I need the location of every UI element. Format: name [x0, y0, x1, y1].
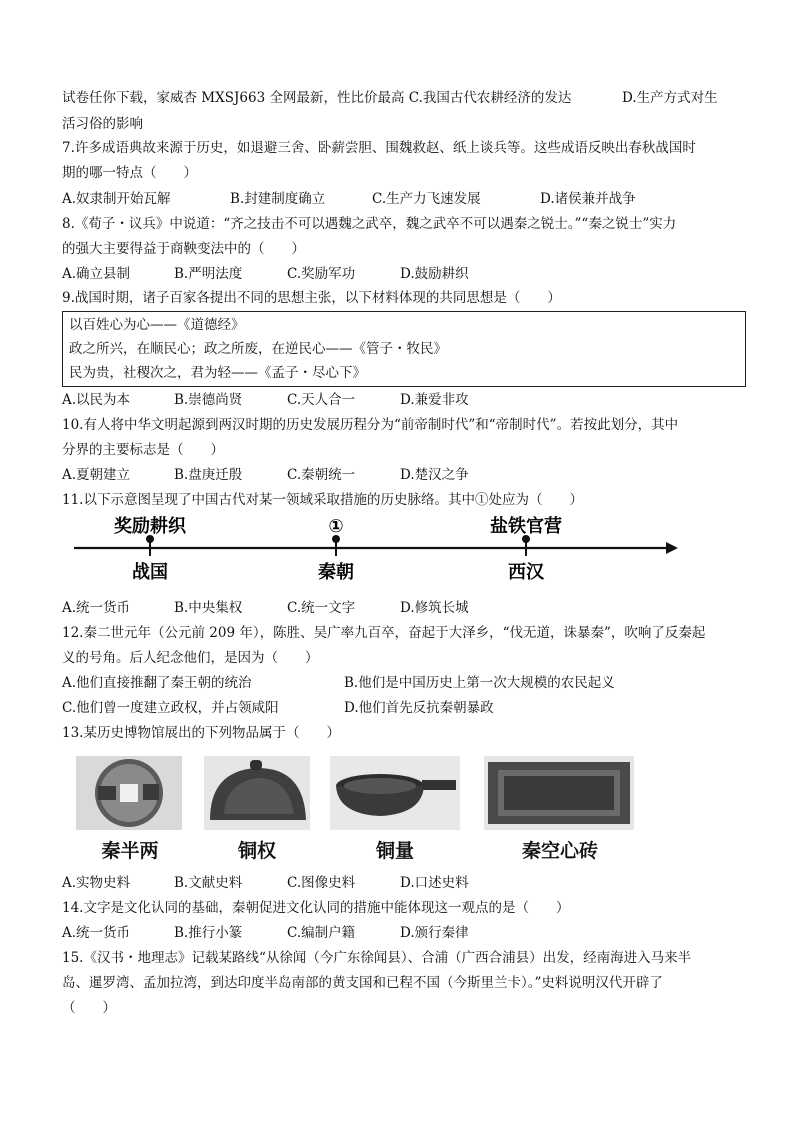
line-1-text: 试卷任你下载，家威杏 MXSJ663 全网最新，性比价最高 C.我国古代农耕经济的发达	[62, 90, 572, 106]
bronze-weight-image	[204, 756, 310, 830]
question-10-cont: 分界的主要标志是（ ）	[62, 442, 224, 458]
timeline-arrow-icon	[666, 542, 678, 554]
option-d[interactable]: D.鼓励耕织	[400, 266, 469, 282]
timeline-bottom-3: 西汉	[508, 562, 544, 583]
option-a[interactable]: A.他们直接推翻了秦王朝的统治	[62, 675, 252, 691]
option-a[interactable]: A.实物史料	[62, 875, 131, 891]
question-11: 11.以下示意图呈现了中国古代对某一领域采取措施的历史脉络。其中①处应为（ ）	[62, 492, 583, 508]
option-d[interactable]: D.兼爱非攻	[400, 392, 469, 408]
option-d[interactable]: D.口述史料	[400, 875, 469, 891]
question-12: 12.秦二世元年（公元前 209 年），陈胜、吴广率九百卒，奋起于大泽乡，“伐无道，诛暴秦”，吹响了反秦起	[62, 625, 706, 641]
timeline-bottom-1: 战国	[132, 562, 168, 583]
line-1-option-d: D.生产方式对生	[622, 90, 718, 106]
question-9: 9.战国时期，诸子百家各提出不同的思想主张，以下材料体现的共同思想是（ ）	[62, 290, 561, 306]
question-7-cont: 期的哪一特点（ ）	[62, 165, 197, 181]
question-14: 14.文字是文化认同的基础，秦朝促进文化认同的措施中能体现这一观点的是（ ）	[62, 900, 570, 916]
option-d[interactable]: D.修筑长城	[400, 600, 469, 616]
option-c[interactable]: C.奖励军功	[287, 266, 356, 282]
option-b[interactable]: B.中央集权	[174, 600, 243, 616]
question-10: 10.有人将中华文明起源到两汉时期的历史发展历程分为“前帝制时代”和“帝制时代”。若按此划分，其中	[62, 417, 679, 433]
option-c[interactable]: C.生产力飞速发展	[372, 191, 481, 207]
option-b[interactable]: B.崇德尚贤	[174, 392, 243, 408]
timeline-top-3: 盐铁官营	[490, 516, 562, 537]
option-d[interactable]: D.颁行秦律	[400, 925, 469, 941]
artifact-caption-4: 秦空心砖	[521, 840, 598, 862]
option-c[interactable]: C.天人合一	[287, 392, 356, 408]
line-2: 活习俗的影响	[62, 116, 143, 132]
timeline-top-1: 奖励耕织	[114, 516, 186, 537]
option-c[interactable]: C.他们曾一度建立政权，并占领咸阳	[62, 700, 279, 716]
question-12-cont: 义的号角。后人纪念他们，是因为（ ）	[62, 650, 319, 666]
artifact-caption-1: 秦半两	[101, 840, 159, 862]
option-c[interactable]: C.编制户籍	[287, 925, 356, 941]
option-c[interactable]: C.图像史料	[287, 875, 356, 891]
artifact-caption-3: 铜量	[375, 840, 414, 862]
timeline-diagram	[70, 508, 682, 588]
coin-image	[76, 756, 182, 830]
quote-1: 以百姓心为心——《道德经》	[69, 317, 245, 333]
artifact-images	[70, 756, 680, 862]
option-d[interactable]: D.他们首先反抗秦朝暴政	[344, 700, 494, 716]
question-15-cont2: （ ）	[62, 1000, 116, 1016]
question-15: 15.《汉书・地理志》记载某路线“从徐闻（今广东徐闻县）、合浦（广西合浦县）出发，经南海进入马来半	[62, 950, 692, 966]
quote-2: 政之所兴，在顺民心；政之所废，在逆民心——《管子・牧民》	[69, 341, 447, 357]
option-b[interactable]: B.文献史料	[174, 875, 243, 891]
quote-box	[62, 311, 746, 387]
option-d[interactable]: D.楚汉之争	[400, 467, 469, 483]
option-d[interactable]: D.诸侯兼并战争	[540, 191, 636, 207]
bronze-measure-image	[330, 756, 460, 830]
artifact-caption-2: 铜权	[237, 840, 276, 862]
hollow-brick-image	[484, 756, 634, 830]
option-a[interactable]: A.夏朝建立	[62, 467, 131, 483]
question-7: 7.许多成语典故来源于历史，如退避三舍、卧薪尝胆、围魏救赵、纸上谈兵等。这些成语反映出春秋战国时	[62, 140, 696, 156]
option-a[interactable]: A.统一货币	[62, 925, 131, 941]
option-a[interactable]: A.以民为本	[62, 392, 131, 408]
option-b[interactable]: B.他们是中国历史上第一次大规模的农民起义	[344, 675, 615, 691]
question-15-cont: 岛、暹罗湾、孟加拉湾，到达印度半岛南部的黄支国和已程不国（今斯里兰卡）。”史料说明汉代开辟了	[62, 975, 663, 991]
line-1	[62, 88, 571, 108]
option-b[interactable]: B.严明法度	[174, 266, 243, 282]
question-8: 8.《荀子・议兵》中说道：“齐之技击不可以遇魏之武卒，魏之武卒不可以遇秦之锐士。”“秦之锐士”实力	[62, 216, 677, 232]
option-c[interactable]: C.秦朝统一	[287, 467, 356, 483]
option-b[interactable]: B.封建制度确立	[230, 191, 326, 207]
option-b[interactable]: B.盘庚迁殷	[174, 467, 243, 483]
option-a[interactable]: A.确立县制	[62, 266, 131, 282]
timeline-top-2: ①	[328, 516, 344, 537]
option-b[interactable]: B.推行小篆	[174, 925, 243, 941]
question-8-cont: 的强大主要得益于商鞅变法中的（ ）	[62, 241, 305, 257]
option-a[interactable]: A.统一货币	[62, 600, 131, 616]
question-13: 13.某历史博物馆展出的下列物品属于（ ）	[62, 725, 340, 741]
option-a[interactable]: A.奴隶制开始瓦解	[62, 191, 171, 207]
quote-3: 民为贵，社稷次之，君为轻——《孟子・尽心下》	[69, 365, 366, 381]
option-c[interactable]: C.统一文字	[287, 600, 356, 616]
timeline-bottom-2: 秦朝	[318, 562, 354, 583]
